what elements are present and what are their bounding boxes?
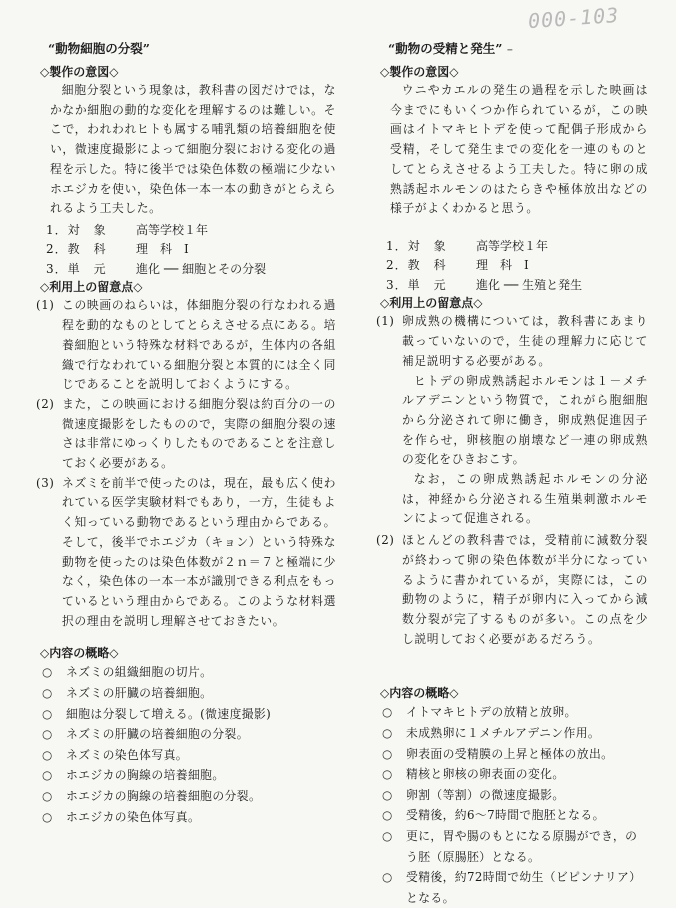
left-specs: [36, 221, 336, 280]
summary-text: 卵割（等割）の微速度撮影。: [406, 787, 565, 802]
left-spec-row: [36, 240, 336, 260]
list-item: [36, 765, 336, 786]
list-item: [376, 744, 648, 765]
right-note-sub-paragraph: なお，この卵成熟誘起ホルモンの分泌は，神経から分泌される生殖巣刺激ホルモンによって促進される。: [402, 472, 648, 526]
circle-bullet-icon: ○: [382, 746, 393, 761]
right-summary-list: [376, 702, 648, 908]
spec-key: 2．教 科: [46, 242, 107, 257]
note-number: (2): [36, 396, 55, 411]
note-text: 卵成熟の機構については，教科書にあまり載っていないので，生徒の理解力に応じて補足説明する必要がある。: [402, 314, 648, 368]
left-spec-row: [36, 260, 336, 280]
summary-text: ホエジカの胸線の培養細胞の分裂。: [66, 788, 262, 803]
left-note-item: [36, 395, 336, 474]
right-notes-heading: ◇利用上の留意点◇: [380, 296, 483, 311]
spec-key: 1．対 象: [386, 238, 447, 253]
circle-bullet-icon: ○: [382, 870, 393, 885]
note-number: (1): [36, 298, 55, 313]
left-summary-heading: ◇内容の概略◇: [40, 646, 119, 661]
left-spec-row: [36, 221, 336, 241]
list-item: [36, 745, 336, 766]
spec-key: 2．教 科: [386, 258, 447, 273]
left-summary-list: [36, 662, 336, 827]
circle-bullet-icon: ○: [382, 767, 393, 782]
circle-bullet-icon: ○: [42, 747, 53, 762]
archive-number-stamp: 000-103: [527, 2, 621, 34]
summary-text: ネズミの肝臓の培養細胞の分裂。: [66, 727, 249, 742]
list-item: [376, 785, 648, 806]
summary-text: ホエジカの染色体写真。: [66, 809, 201, 824]
list-item: [376, 805, 648, 826]
list-item: [376, 764, 648, 785]
summary-text: 受精後，約6～7時間で胞胚となる。: [406, 808, 605, 823]
note-text: ほとんどの教科書では，受精前に減数分裂が終わって卵の染色体数が半分になっているように書かれているが，実際には，この動物のように，精子が卵内に入ってから減数分裂が完了するものが多い。この点を少し説明しておく必要があるだろう。: [402, 533, 648, 646]
summary-text: 受精後，約72時間で幼生（ビピンナリア）となる。: [406, 870, 642, 905]
right-column: [376, 40, 648, 908]
spec-key: 1．対 象: [46, 222, 107, 237]
summary-text: イトマキヒトデの放精と放卵。: [406, 705, 577, 720]
spec-value: 理 科 I: [476, 258, 529, 273]
left-note-item: [36, 296, 336, 395]
spec-value: 進化 ── 細胞とその分裂: [136, 261, 267, 276]
note-number: (1): [376, 314, 395, 329]
summary-text: 更に，胃や腸のもとになる原腸ができ，のう胚（原腸胚）となる。: [406, 828, 638, 864]
right-spec-row: [376, 256, 648, 276]
circle-bullet-icon: ○: [42, 727, 53, 742]
summary-text: 未成熟卵に１メチルアデニン作用。: [406, 725, 601, 740]
circle-bullet-icon: ○: [382, 828, 393, 843]
right-spec-row: [376, 237, 648, 257]
circle-bullet-icon: ○: [42, 768, 53, 783]
note-number: (2): [376, 533, 395, 548]
title-dash: –: [502, 41, 513, 56]
list-item: [36, 683, 336, 704]
left-column: [36, 40, 336, 827]
list-item: [36, 807, 336, 828]
circle-bullet-icon: ○: [382, 705, 393, 720]
right-note-item: [376, 531, 648, 649]
spec-key: 3．単 元: [46, 261, 107, 276]
left-film-title: “動物細胞の分裂”: [48, 41, 150, 56]
list-item: [376, 702, 648, 723]
right-intent-text: ウニやカエルの発生の過程を示した映画は今までにもいくつか作られているが，この映画はイトマキヒトデを使って配偶子形成から受精，そして発生までの変化を一連のものとしてとらえさせるよう工夫した。特に卵の成熟誘起ホルモンのはたらきや極体放出などの様子がよくわかると思う。: [390, 83, 648, 216]
left-notes-heading: ◇利用上の留意点◇: [40, 280, 143, 295]
circle-bullet-icon: ○: [42, 665, 53, 680]
summary-text: 細胞は分裂して増える。(微速度撮影): [66, 706, 272, 721]
summary-text: ネズミの肝臓の培養細胞。: [66, 685, 213, 700]
circle-bullet-icon: ○: [382, 787, 393, 802]
circle-bullet-icon: ○: [382, 808, 393, 823]
note-text: また，この映画における細胞分裂は約百分の一の微速度撮影をしたものので，実際の細胞分裂の速さは非常にゆっくりしたものであることを注意しておく必要がある。: [62, 396, 336, 471]
left-note-item: [36, 474, 336, 632]
right-title-text: “動物の受精と発生”: [388, 41, 503, 56]
circle-bullet-icon: ○: [382, 725, 393, 740]
right-note-item: [376, 312, 648, 371]
summary-text: ホエジカの胸線の培養細胞。: [66, 768, 225, 783]
circle-bullet-icon: ○: [42, 685, 53, 700]
right-summary-heading: ◇内容の概略◇: [380, 686, 459, 701]
summary-text: ネズミの染色体写真。: [66, 747, 188, 762]
summary-text: ネズミの組織細胞の切片。: [66, 665, 213, 680]
list-item: [36, 704, 336, 725]
note-text: この映画のねらいは，体細胞分裂の行なわれる過程を動的なものとしてとらえさせる点にある。培養細胞という特殊な材料であるが，生体内の各組織で行なわれている細胞分裂と本質的には全く同じであることを説明しておくようにする。: [62, 298, 336, 392]
spec-value: 高等学校１年: [476, 238, 549, 253]
right-note-sub-paragraph: ヒトデの卵成熟誘起ホルモンは１－メチルアデニンという物質で，これがら胞細胞から分泌されて卵に働き，卵成熟促進因子を作らせ，卵核胞の崩壊など一連の卵成熟の変化をひきおこす。: [402, 373, 648, 467]
left-intent-text: 細胞分裂という現象は，教科書の図だけでは，なかなか細胞の動的な変化を理解するのは難しい。そこで，われわれヒトも属する哺乳類の培養細胞を使い，微速度撮影によって細胞分裂における変化の過程を示した。特に後半では染色体数の極端に少ないホエジカを使い，染色体一本一本の動きがとらえられるよう工夫した。: [50, 83, 336, 216]
list-item: [376, 867, 648, 908]
spec-value: 高等学校１年: [136, 222, 209, 237]
list-item: [36, 786, 336, 807]
note-text: ネズミを前半で使ったのは，現在，最も広く使われている医学実験材料でもあり，一方，生徒もよく知っている動物であるという理由からである。そして，後半でホエジカ（キョン）という特殊な動物を使ったのは染色体数が２ｎ＝７と極端に少なく，染色体の一本一本が識別できる利点をもっているという理由からである。このような材料選択の理由を説明し理解させておきたい。: [62, 475, 336, 628]
list-item: [36, 662, 336, 683]
circle-bullet-icon: ○: [42, 788, 53, 803]
summary-text: 精核と卵核の卵表面の変化。: [406, 767, 565, 782]
spec-value: 理 科 I: [136, 242, 189, 257]
right-specs: [376, 237, 648, 296]
left-intent-heading: ◇製作の意図◇: [40, 65, 119, 79]
right-intent-heading: ◇製作の意図◇: [380, 65, 459, 79]
summary-text: 卵表面の受精膜の上昇と極体の放出。: [406, 746, 614, 761]
circle-bullet-icon: ○: [42, 706, 53, 721]
list-item: [376, 826, 648, 867]
note-number: (3): [36, 475, 55, 490]
list-item: [36, 724, 336, 745]
spec-value: 進化 ── 生殖と発生: [476, 277, 583, 292]
spec-key: 3．単 元: [386, 277, 447, 292]
circle-bullet-icon: ○: [42, 809, 53, 824]
right-film-title: [388, 40, 648, 58]
list-item: [376, 723, 648, 744]
right-spec-row: [376, 276, 648, 296]
